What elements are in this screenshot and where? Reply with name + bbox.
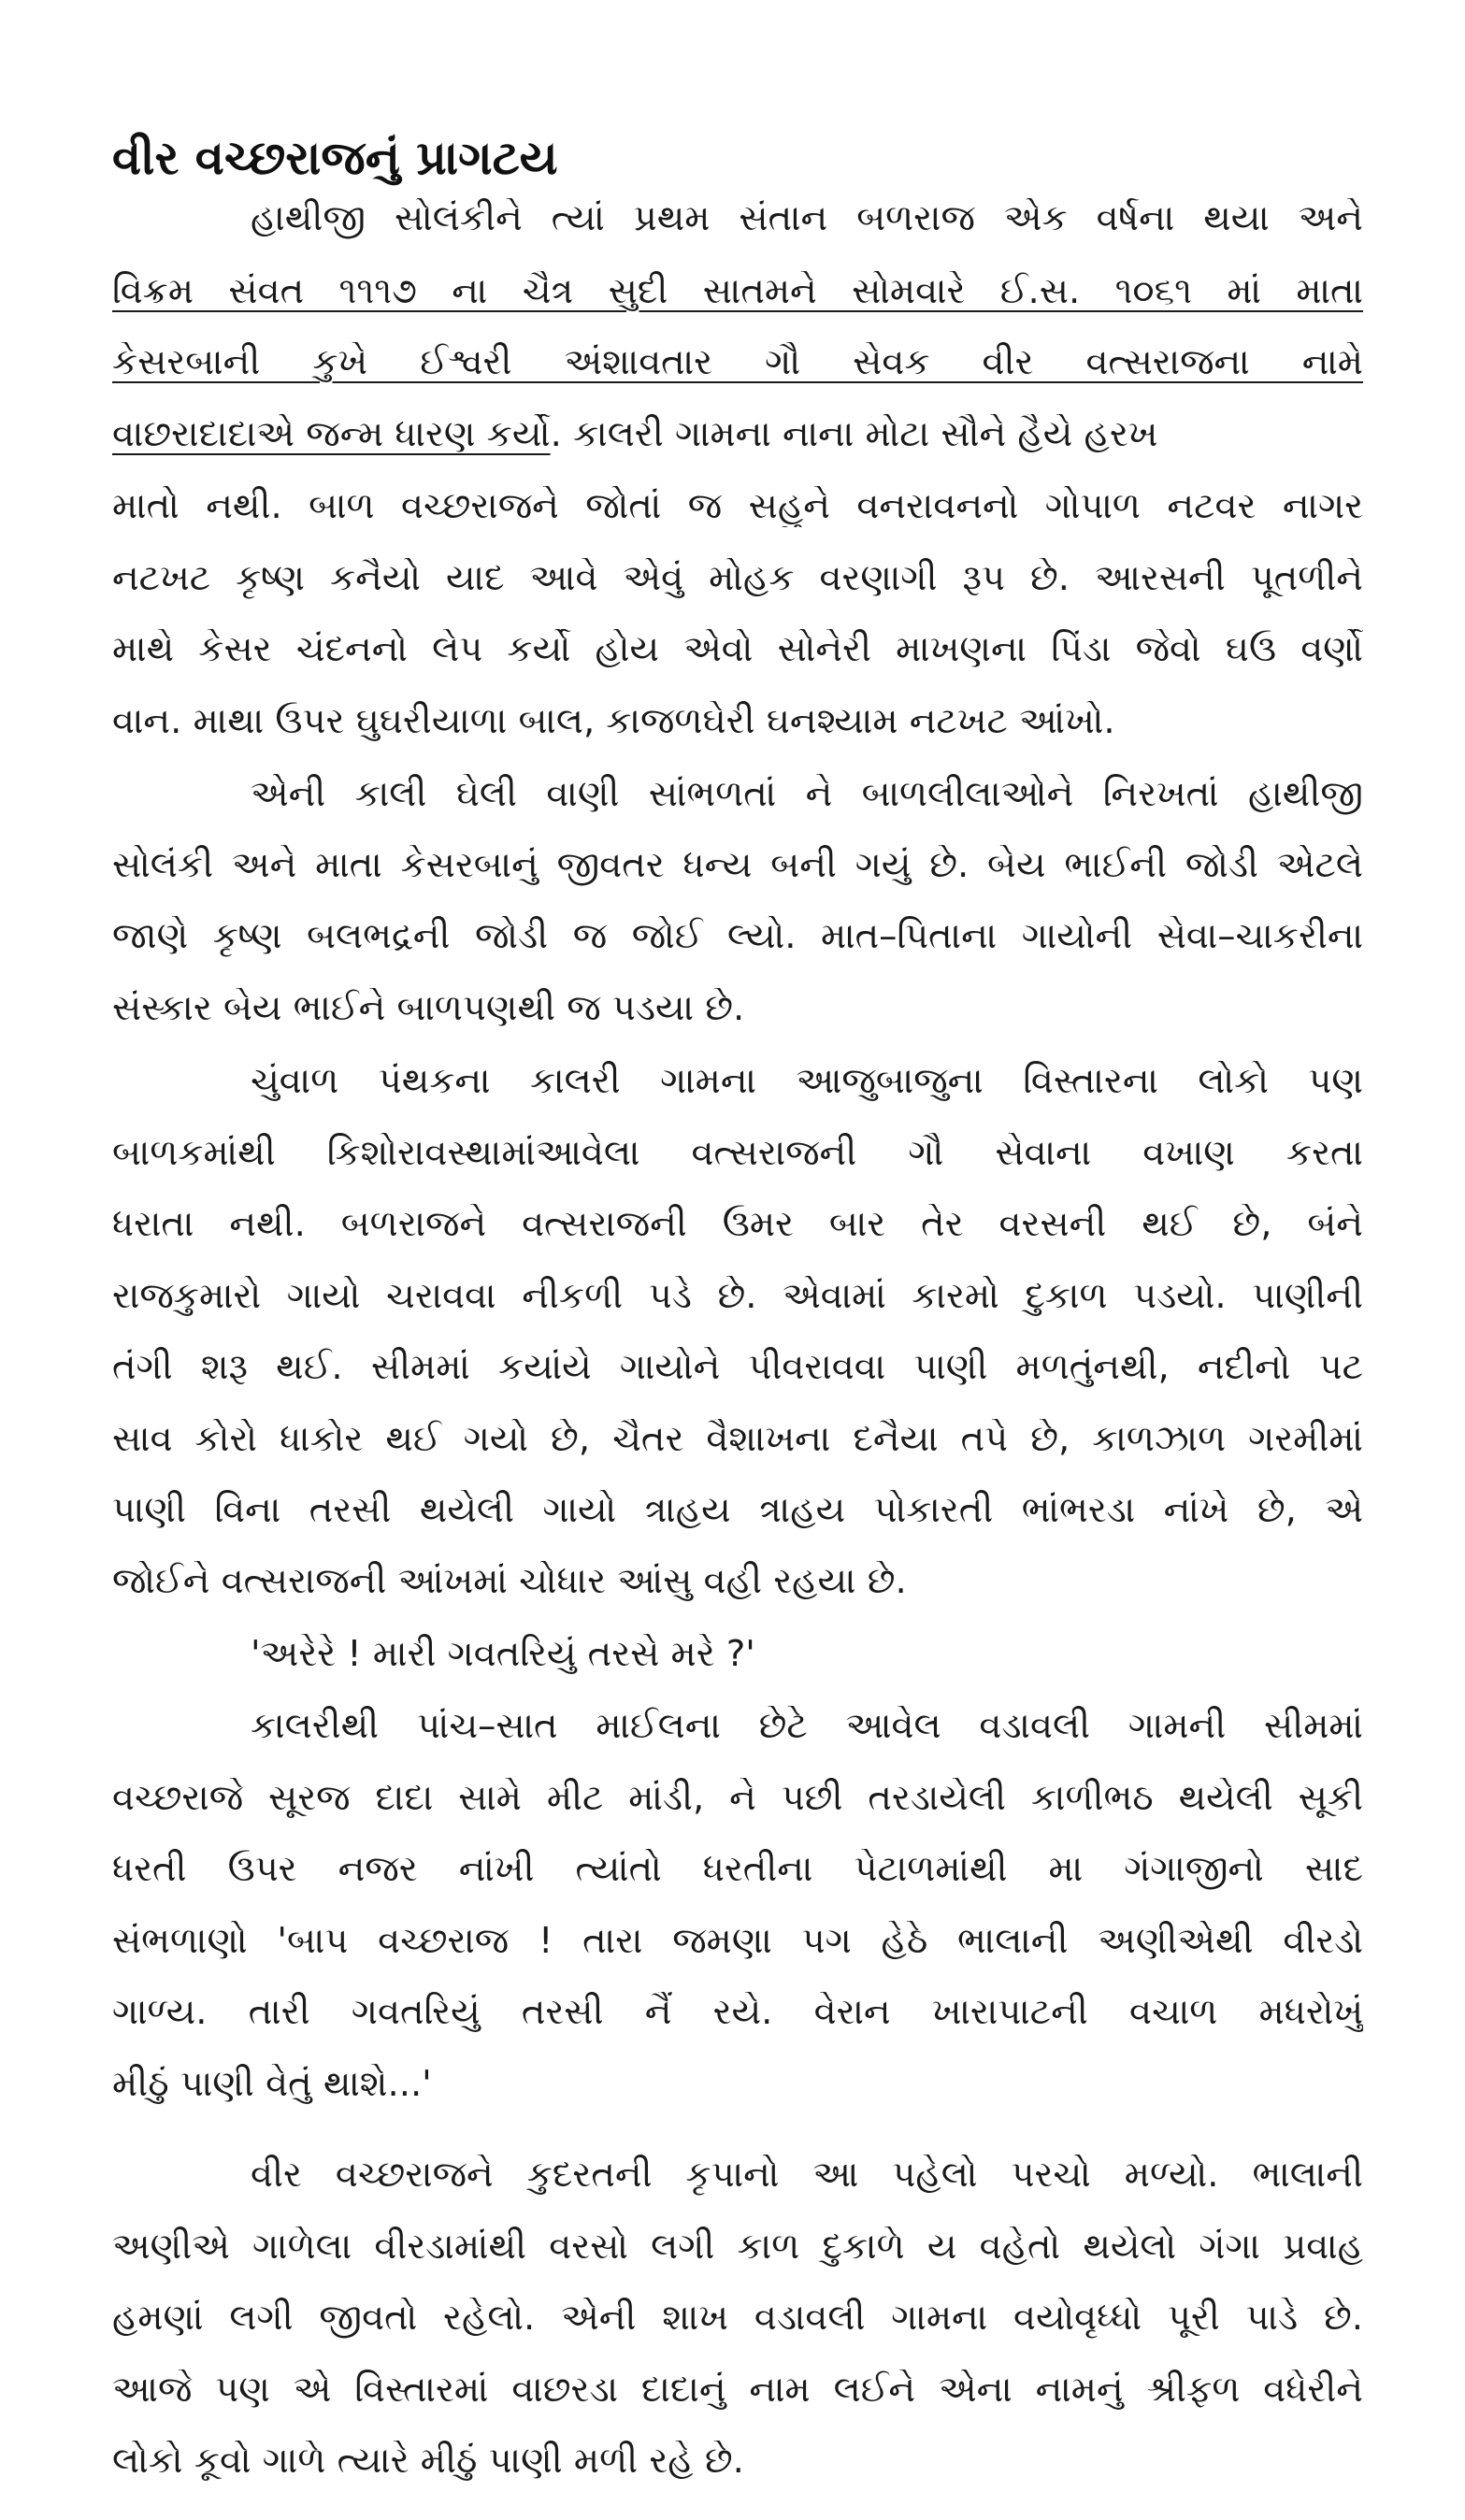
text-line: માથે કેસર ચંદનનો લેપ કર્યો હોય એવો સોનેરી માખણના પિંડા જેવો ઘઉં વર્ણો [112, 629, 1363, 670]
text-line: પાણી વિના તરસી થયેલી ગાયો ત્રાહય ત્રાહય પોકારતી ભાંભરડા નાંખે છે, એ [112, 1490, 1363, 1531]
line-continuation: . કાલરી ગામના નાના મોટા સૌને હૈયે હરખ [550, 414, 1158, 455]
text-line: સાવ કોરો ધાકોર થઈ ગયો છે, ચૈતર વૈશાખના દનૈયા તપે છે, કાળઝાળ ગરમીમાં [112, 1419, 1363, 1460]
text-line: સંભળાણો 'બાપ વચ્છરાજ ! તારા જમણા પગ હેઠે ભાલાની અણીએથી વીરડો [112, 1921, 1363, 1962]
page-title: વીર વચ્છરાજનું પ્રાગટય [112, 131, 558, 185]
text-line: બાળકમાંથી કિશોરાવસ્થામાંઆવેલા વત્સરાજની ગૌ સેવાના વખાણ કરતા [112, 1133, 1363, 1174]
text-line: જોઈને વત્સરાજની આંખમાં ચોધાર આંસુ વહી રહયા છે. [112, 1561, 907, 1602]
text-line: રાજકુમારો ગાયો ચરાવવા નીકળી પડે છે. એવામાં કારમો દુકાળ પડયો. પાણીની [112, 1276, 1363, 1317]
quote-line: 'અરેરે ! મારી ગવતરિયું તરસે મરે ?' [251, 1634, 755, 1675]
text-line: એની કાલી ઘેલી વાણી સાંભળતાં ને બાળલીલાઓને નિરખતાં હાથીજી [251, 774, 1363, 815]
text-line: વાન. માથા ઉપર ઘુઘરીયાળા બાલ, કાજળઘેરી ઘનશ્યામ નટખટ આંખો. [112, 701, 1115, 742]
text-line: ધરાતા નથી. બળરાજને વત્સરાજની ઉંમર બાર તેર વરસની થઈ છે, બંને [112, 1204, 1363, 1245]
text-line: નટખટ કૃષ્ણ કનૈયો યાદ આવે એવું મોહક વરણાગી રૂપ છે. આરસની પૂતળીને [112, 558, 1363, 599]
text-line: સોલંકી અને માતા કેસરબાનું જીવતર ધન્ય બની ગયું છે. બેય ભાઈની જોડી એટલે [112, 845, 1363, 886]
text-line-mixed [112, 414, 1363, 455]
text-line: ગાળ્ય. તારી ગવતરિયું તરસી નૈં રયે. વેરાન ખારાપાટની વચાળ મધરોખું [112, 1992, 1363, 2033]
text-line: હમણાં લગી જીવતો રહેલો. એની શાખ વડાવલી ગામના વયોવૃધ્ધો પૂરી પાડે છે. [112, 2298, 1363, 2339]
text-line: ચુંવાળ પંથકના કાલરી ગામના આજુબાજુના વિસ્તારના લોકો પણ [251, 1061, 1363, 1102]
text-line: અણીએ ગાળેલા વીરડામાંથી વરસો લગી કાળ દુકાળે ય વહેતો થયેલો ગંગા પ્રવાહ [112, 2226, 1363, 2268]
text-line-underlined: વિક્રમ સંવત ૧૧૧૭ ના ચૈત્ર સુદી સાતમને સોમવારે ઈ.સ. ૧૦૬૧ માં માતા [112, 271, 1363, 312]
text-line: વીર વચ્છરાજને કુદરતની કૃપાનો આ પહેલો પરચો મળ્યો. ભાલાની [251, 2155, 1363, 2196]
text-line: મીઠું પાણી વેતું થાશે...' [112, 2064, 432, 2105]
text-line-underlined: કેસરબાની કુખે ઈશ્વરી અંશાવતાર ગૌ સેવક વીર વત્સરાજના નામે [112, 342, 1363, 383]
text-line: તંગી શરૂ થઈ. સીમમાં કયાંયે ગાયોને પીવરાવવા પાણી મળતુંનથી, નદીનો પટ [112, 1347, 1363, 1388]
text-line: સંસ્કાર બેય ભાઈને બાળપણથી જ પડયા છે. [112, 988, 745, 1029]
text-line: ધરતી ઉપર નજર નાંખી ત્યાંતો ધરતીના પેટાળમાંથી મા ગંગાજીનો સાદ [112, 1849, 1363, 1890]
text-line: હાથીજી સોલંકીને ત્યાં પ્રથમ સંતાન બળરાજ એક વર્ષના થયા અને [251, 198, 1363, 239]
underlined-phrase: વાછરાદાદાએ જન્મ ધારણ કર્યો [112, 414, 551, 455]
text-line: કાલરીથી પાંચ–સાત માઈલના છેટે આવેલ વડાવલી ગામની સીમમાં [251, 1706, 1363, 1747]
text-line: જાણે કૃષ્ણ બલભદ્રની જોડી જ જોઈ લ્યો. માત–પિતાના ગાયોની સેવા–ચાકરીના [112, 916, 1363, 957]
text-line: આજે પણ એ વિસ્તારમાં વાછરડા દાદાનું નામ લઈને એના નામનું શ્રીફળ વધેરીને [112, 2370, 1363, 2411]
text-line: માતો નથી. બાળ વચ્છરાજને જોતાં જ સહુને વનરાવનનો ગોપાળ નટવર નાગર [112, 486, 1363, 527]
text-line: વચ્છરાજે સૂરજ દાદા સામે મીટ માંડી, ને પછી તરડાયેલી કાળીભઠ થયેલી સૂકી [112, 1778, 1363, 1819]
text-line: લોકો કૂવો ગાળે ત્યારે મીઠું પાણી મળી રહે છે. [112, 2441, 744, 2482]
